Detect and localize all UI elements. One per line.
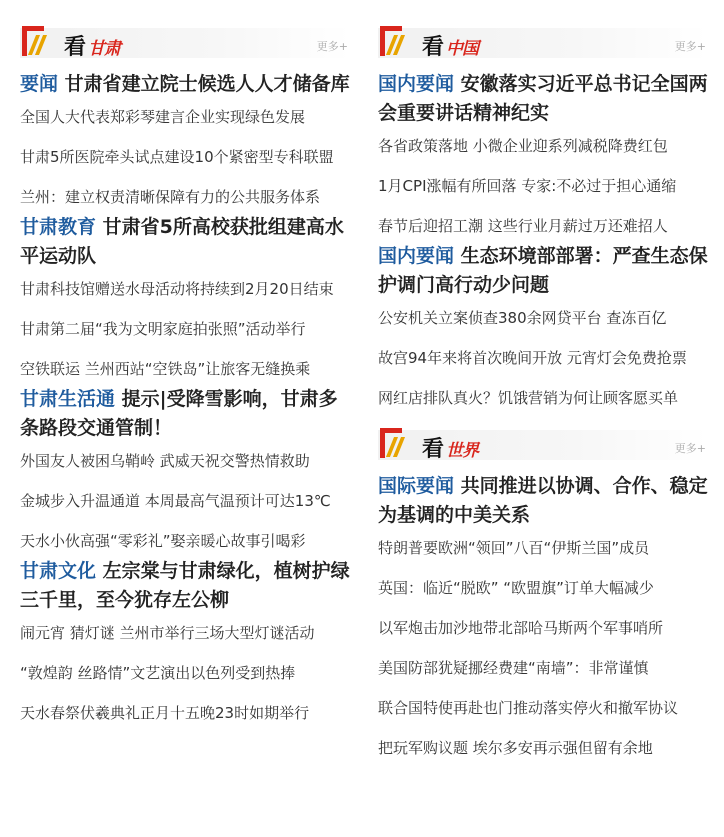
headline-title[interactable]: 安徽落实习近平总书记全国两会重要讲话精神纪实 bbox=[378, 73, 708, 124]
headline-title[interactable]: 共同推进以协调、合作、稳定为基调的中美关系 bbox=[378, 475, 708, 526]
news-item[interactable]: 全国人大代表郑彩琴建言企业实现绿色发展 bbox=[20, 108, 306, 126]
section-title-kan: 看 bbox=[422, 34, 445, 60]
china-world-column bbox=[378, 0, 708, 778]
news-item[interactable]: 天水春祭伏羲典礼正月十五晚23时如期举行 bbox=[20, 704, 310, 722]
headline-tag[interactable]: 要闻 bbox=[20, 73, 59, 95]
headline-title[interactable]: 左宗棠与甘肃绿化，植树护绿三千里，至今犹存左公柳 bbox=[20, 560, 350, 611]
section-header-china bbox=[378, 26, 708, 62]
news-item[interactable]: “敦煌韵 丝路情”文艺演出以色列受到热捧 bbox=[20, 664, 296, 682]
news-item[interactable]: 网红店排队真火？饥饿营销为何让顾客愿买单 bbox=[378, 389, 679, 407]
news-item[interactable]: 金城步入升温通道 本周最高气温预计可达13℃ bbox=[20, 492, 331, 510]
section-header-gansu bbox=[20, 26, 350, 62]
headline[interactable] bbox=[378, 70, 708, 128]
news-item[interactable]: 把玩军购议题 埃尔多安再示强但留有余地 bbox=[378, 739, 653, 757]
headline-title[interactable]: 甘肃省建立院士候选人人才储备库 bbox=[64, 73, 350, 95]
kan-logo-icon bbox=[380, 26, 406, 56]
news-block bbox=[20, 70, 350, 207]
news-item[interactable]: 兰州：建立权责清晰保障有力的公共服务体系 bbox=[20, 188, 321, 206]
more-link[interactable]: 更多+ bbox=[674, 40, 706, 53]
headline-tag[interactable]: 甘肃教育 bbox=[20, 216, 97, 238]
headline-tag[interactable]: 国际要闻 bbox=[378, 475, 455, 497]
section-header-world bbox=[378, 428, 708, 464]
news-item[interactable]: 外国友人被困乌鞘岭 武威天祝交警热情救助 bbox=[20, 452, 310, 470]
news-item[interactable]: 特朗普要欧洲“领回”八百“伊斯兰国”成员 bbox=[378, 539, 650, 557]
news-item[interactable]: 公安机关立案侦查380余网贷平台 查冻百亿 bbox=[378, 309, 667, 327]
section-title[interactable] bbox=[422, 30, 478, 61]
news-item[interactable]: 以军炮击加沙地带北部哈马斯两个军事哨所 bbox=[378, 619, 664, 637]
headline[interactable] bbox=[20, 213, 350, 271]
headline-tag[interactable]: 甘肃文化 bbox=[20, 560, 97, 582]
news-item[interactable]: 空铁联运 兰州西站“空铁岛”让旅客无缝换乘 bbox=[20, 360, 311, 378]
kan-logo-icon bbox=[380, 428, 406, 458]
news-item[interactable]: 1月CPI涨幅有所回落 专家:不必过于担心通缩 bbox=[378, 177, 677, 195]
news-block bbox=[378, 70, 708, 236]
section-title[interactable] bbox=[64, 30, 120, 61]
news-item[interactable]: 闹元宵 猜灯谜 兰州市举行三场大型灯谜活动 bbox=[20, 624, 315, 642]
news-block bbox=[378, 472, 708, 758]
headline-tag[interactable]: 甘肃生活通 bbox=[20, 388, 116, 410]
headline-title[interactable]: 甘肃省5所高校获批组建高水平运动队 bbox=[20, 216, 344, 267]
headline[interactable] bbox=[378, 472, 708, 530]
kan-logo-icon bbox=[22, 26, 48, 56]
section-title-region: 中国 bbox=[446, 39, 479, 59]
headline[interactable] bbox=[20, 385, 350, 443]
news-item[interactable]: 甘肃科技馆赠送水母活动将持续到2月20日结束 bbox=[20, 280, 334, 298]
news-item[interactable]: 联合国特使再赴也门推动落实停火和撤军协议 bbox=[378, 699, 679, 717]
news-block bbox=[20, 385, 350, 551]
news-item[interactable]: 各省政策落地 小微企业迎系列减税降费红包 bbox=[378, 137, 668, 155]
more-link[interactable]: 更多+ bbox=[674, 442, 706, 455]
news-item[interactable]: 天水小伙高强“零彩礼”娶亲暖心故事引喝彩 bbox=[20, 532, 306, 550]
gansu-column bbox=[20, 0, 350, 743]
headline[interactable] bbox=[20, 70, 350, 99]
section-title-region: 甘肃 bbox=[88, 39, 121, 59]
headline[interactable] bbox=[378, 242, 708, 300]
news-block bbox=[20, 213, 350, 379]
news-item[interactable]: 甘肃5所医院牵头试点建设10个紧密型专科联盟 bbox=[20, 148, 334, 166]
section-title[interactable] bbox=[422, 432, 478, 463]
section-title-region: 世界 bbox=[446, 441, 479, 461]
section-title-kan: 看 bbox=[64, 34, 87, 60]
more-link[interactable]: 更多+ bbox=[316, 40, 348, 53]
news-block bbox=[378, 242, 708, 408]
headline-title[interactable]: 提示|受降雪影响，甘肃多条路段交通管制！ bbox=[20, 388, 338, 439]
news-block bbox=[20, 557, 350, 723]
news-item[interactable]: 故宫94年来将首次晚间开放 元宵灯会免费抢票 bbox=[378, 349, 687, 367]
headline-tag[interactable]: 国内要闻 bbox=[378, 73, 455, 95]
news-item[interactable]: 英国：临近“脱欧” “欧盟旗”订单大幅减少 bbox=[378, 579, 654, 597]
news-item[interactable]: 美国防部犹疑挪经费建“南墙”：非常谨慎 bbox=[378, 659, 649, 677]
news-item[interactable]: 春节后迎招工潮 这些行业月薪过万还难招人 bbox=[378, 217, 668, 235]
section-title-kan: 看 bbox=[422, 436, 445, 462]
headline[interactable] bbox=[20, 557, 350, 615]
headline-title[interactable]: 生态环境部部署：严查生态保护调门高行动少问题 bbox=[378, 245, 708, 296]
headline-tag[interactable]: 国内要闻 bbox=[378, 245, 455, 267]
news-item[interactable]: 甘肃第二届“我为文明家庭拍张照”活动举行 bbox=[20, 320, 306, 338]
